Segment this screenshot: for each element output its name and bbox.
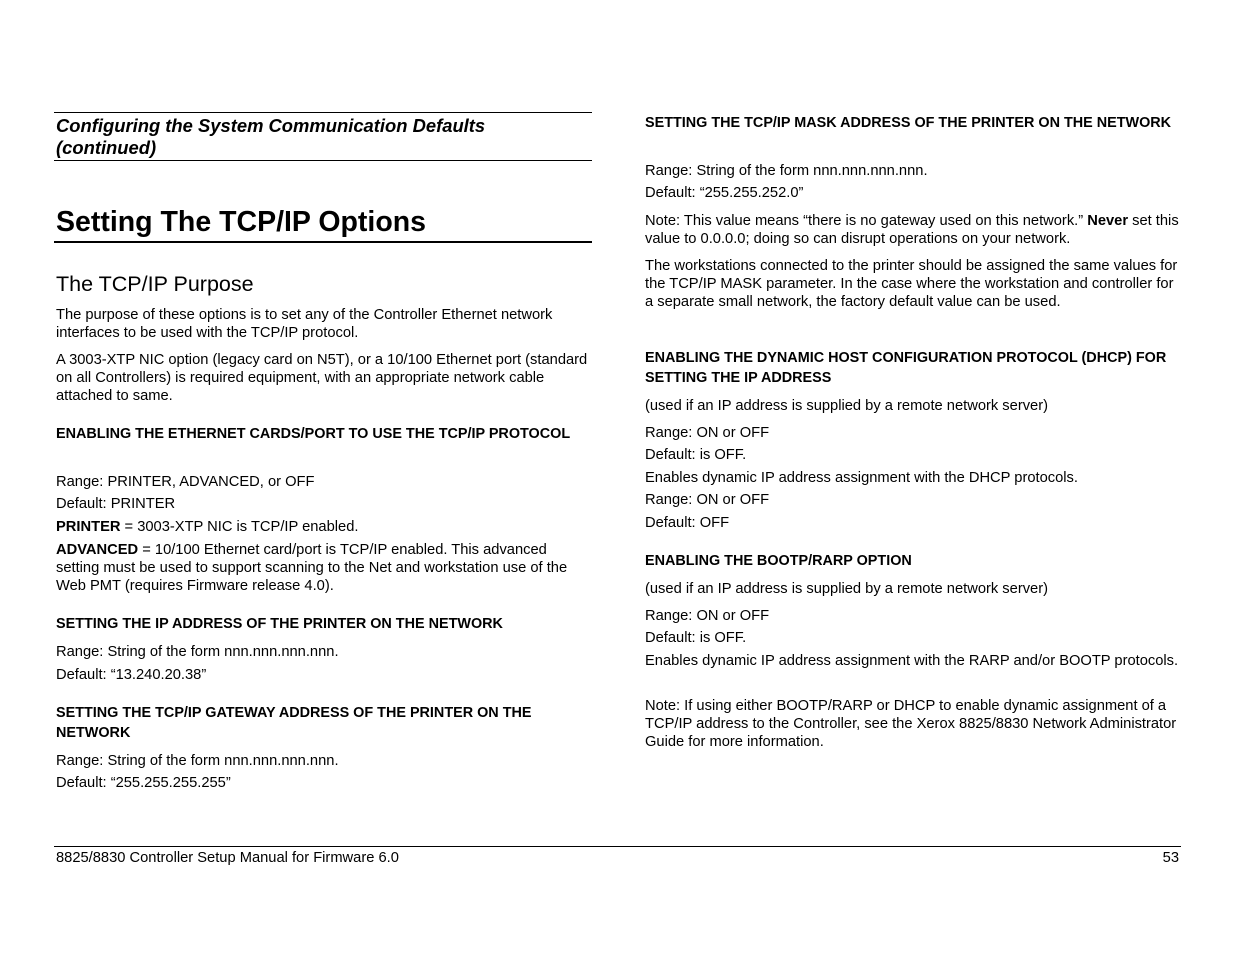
gateway-heading: SETTING THE TCP/IP GATEWAY ADDRESS OF THE PRINTER ON THE NETWORK xyxy=(56,705,532,741)
advanced-definition xyxy=(56,541,592,595)
footer-rule xyxy=(54,846,1181,847)
mask-range: Range: String of the form nnn.nnn.nnn.nnn. xyxy=(645,163,928,179)
dhcp-range-2: Range: ON or OFF xyxy=(645,492,770,508)
mask-heading: SETTING THE TCP/IP MASK ADDRESS OF THE PRINTER ON THE NETWORK xyxy=(645,115,1172,131)
printer-definition xyxy=(56,518,358,536)
dhcp-default-2: Default: OFF xyxy=(645,515,730,531)
dhcp-range-1: Range: ON or OFF xyxy=(645,425,770,441)
bootp-used-if: (used if an IP address is supplied by a remote network server) xyxy=(645,581,1049,597)
gateway-range: Range: String of the form nnn.nnn.nnn.nnn. xyxy=(56,753,339,769)
continued-heading-bottom-rule xyxy=(54,160,592,161)
advanced-def-text: = 10/100 Ethernet card/port is TCP/IP enabled. This advanced setting must be used to support scanning to the Net and workstation use of the Web PMT (requires Firmware release 4.0). xyxy=(56,542,568,594)
mask-note-pre: Note: This value means “there is no gateway used on this network.” xyxy=(645,213,1088,229)
ethernet-default: Default: PRINTER xyxy=(56,496,176,512)
ip-address-range: Range: String of the form nnn.nnn.nnn.nnn. xyxy=(56,644,339,660)
purpose-paragraph-2: A 3003-XTP NIC option (legacy card on N5T), or a 10/100 Ethernet port (standard on all Controllers) is required equipment, with an appropriate network cable attached to same. xyxy=(56,352,588,404)
ethernet-range: Range: PRINTER, ADVANCED, or OFF xyxy=(56,474,315,490)
printer-term: PRINTER xyxy=(56,519,121,535)
page-title: Setting The TCP/IP Options xyxy=(56,206,426,238)
mask-default: Default: “255.255.252.0” xyxy=(645,185,804,201)
footer-page-number: 53 xyxy=(1162,850,1179,866)
bootp-range: Range: ON or OFF xyxy=(645,608,770,624)
bootp-enables: Enables dynamic IP address assignment with the RARP and/or BOOTP protocols. xyxy=(645,653,1179,669)
ip-address-heading: SETTING THE IP ADDRESS OF THE PRINTER ON THE NETWORK xyxy=(56,616,503,632)
gateway-default: Default: “255.255.255.255” xyxy=(56,775,231,791)
mask-note-post: set this value to 0.0.0.0; doing so can disrupt operations on your network. xyxy=(645,213,1179,247)
dhcp-default-1: Default: is OFF. xyxy=(645,447,747,463)
printer-def-text: = 3003-XTP NIC is TCP/IP enabled. xyxy=(120,519,359,535)
dhcp-heading: ENABLING THE DYNAMIC HOST CONFIGURATION PROTOCOL (DHCP) FOR SETTING THE IP ADDRESS xyxy=(645,350,1167,386)
continued-heading-top-rule xyxy=(54,112,592,113)
mask-note xyxy=(645,212,1181,248)
ip-address-default: Default: “13.240.20.38” xyxy=(56,667,207,683)
title-rule xyxy=(54,241,592,243)
dhcp-enables: Enables dynamic IP address assignment with the DHCP protocols. xyxy=(645,470,1078,486)
mask-note-never: Never xyxy=(1087,213,1129,229)
bootp-default: Default: is OFF. xyxy=(645,630,747,646)
dhcp-used-if: (used if an IP address is supplied by a remote network server) xyxy=(645,398,1049,414)
bootp-note: Note: If using either BOOTP/RARP or DHCP to enable dynamic assignment of a TCP/IP address to the Controller, see the Xerox 8825/8830 Network Administrator Guide for more information. xyxy=(645,698,1177,750)
bootp-heading: ENABLING THE BOOTP/RARP OPTION xyxy=(645,553,912,569)
advanced-term: ADVANCED xyxy=(56,542,139,558)
purpose-paragraph-1: The purpose of these options is to set any of the Controller Ethernet network interfaces to be used with the TCP/IP protocol. xyxy=(56,307,553,341)
footer-manual-title: 8825/8830 Controller Setup Manual for Firmware 6.0 xyxy=(56,850,399,866)
mask-workstations-paragraph: The workstations connected to the printer should be assigned the same values for the TCP/IP MASK parameter. In the case where the workstation and controller for a separate small network, the factory default value can be used. xyxy=(645,258,1178,310)
section-subtitle: The TCP/IP Purpose xyxy=(56,272,254,296)
continued-heading: Configuring the System Communication Defaults (continued) xyxy=(56,115,486,158)
ethernet-heading: ENABLING THE ETHERNET CARDS/PORT TO USE THE TCP/IP PROTOCOL xyxy=(56,426,571,442)
